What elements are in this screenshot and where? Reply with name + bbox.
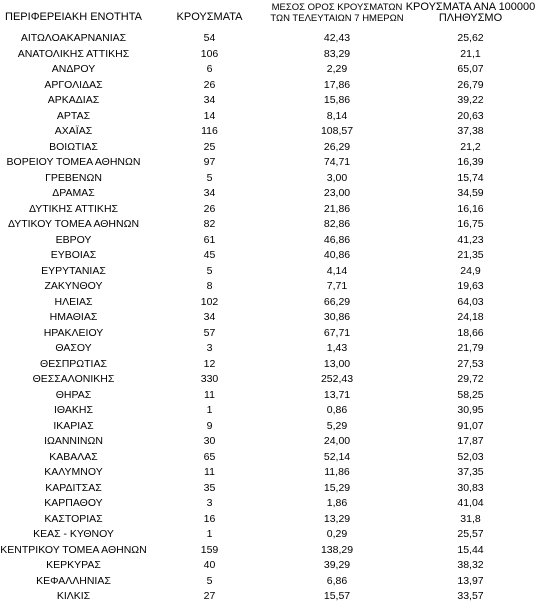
per-100000-cell: 37,35 bbox=[457, 466, 484, 478]
cases-cell: 30 bbox=[203, 435, 216, 447]
region-cell: ΕΥΡΥΤΑΝΙΑΣ bbox=[41, 264, 106, 277]
cases-cell: 26 bbox=[203, 78, 216, 91]
mean-cell: 42,43 bbox=[323, 32, 351, 44]
table-row bbox=[0, 233, 536, 249]
cases-cell: 34 bbox=[203, 94, 216, 106]
cases-cell: 40 bbox=[203, 559, 216, 571]
cases-cell: 57 bbox=[203, 326, 216, 339]
mean-cell: 39,29 bbox=[323, 559, 351, 571]
per-100000-cell: 15,44 bbox=[457, 543, 484, 556]
per-100000-cell: 33,57 bbox=[457, 590, 484, 602]
mean-cell: 4,14 bbox=[326, 264, 348, 277]
per-100000-cell: 37,38 bbox=[457, 125, 484, 137]
mean-cell: 74,71 bbox=[323, 156, 351, 168]
per-100000-cell: 34,59 bbox=[457, 187, 484, 199]
mean-cell: 6,86 bbox=[326, 574, 348, 587]
cases-cell: 8 bbox=[206, 280, 213, 292]
per-100000-cell: 21,79 bbox=[457, 342, 484, 354]
per-100000-cell: 16,39 bbox=[457, 156, 484, 168]
per-100000-cell: 39,22 bbox=[457, 94, 484, 106]
per-100000-cell: 26,79 bbox=[457, 78, 484, 91]
region-cell: ΕΥΒΟΙΑΣ bbox=[50, 249, 97, 261]
table-row bbox=[0, 295, 536, 311]
per-100000-cell: 58,25 bbox=[457, 388, 484, 401]
table-row bbox=[0, 171, 536, 187]
mean-cell: 1,86 bbox=[326, 497, 348, 509]
region-cell: ΑΡΤΑΣ bbox=[56, 109, 91, 122]
per-100000-cell: 24,18 bbox=[457, 311, 484, 323]
region-cell: ΚΙΛΚΙΣ bbox=[56, 590, 91, 602]
table-row bbox=[0, 326, 536, 342]
mean-cell: 24,00 bbox=[323, 435, 351, 447]
mean-cell: 0,29 bbox=[326, 528, 348, 540]
per-100000-cell: 21,2 bbox=[460, 140, 481, 153]
region-cell: ΚΑΒΑΛΑΣ bbox=[49, 450, 98, 463]
per-100000-cell: 21,1 bbox=[460, 47, 481, 60]
region-cell: ΙΘΑΚΗΣ bbox=[54, 404, 93, 416]
region-cell: ΚΕΦΑΛΛΗΝΙΑΣ bbox=[36, 574, 111, 587]
cases-cell: 27 bbox=[203, 590, 216, 602]
header-cases-per-100000 bbox=[405, 2, 536, 24]
per-100000-cell: 21,35 bbox=[457, 249, 484, 261]
cases-cell: 6 bbox=[206, 63, 213, 75]
table-row bbox=[0, 465, 536, 481]
table-row bbox=[0, 31, 536, 47]
region-cell: ΘΗΡΑΣ bbox=[55, 388, 92, 401]
mean-cell: 11,86 bbox=[324, 466, 350, 478]
cases-cell: 35 bbox=[203, 481, 216, 494]
per-100000-cell: 19,63 bbox=[457, 280, 484, 292]
cases-cell: 11 bbox=[204, 388, 215, 401]
mean-cell: 15,29 bbox=[323, 481, 351, 494]
cases-cell: 54 bbox=[203, 32, 216, 44]
cases-cell: 34 bbox=[203, 311, 216, 323]
per-100000-cell: 30,83 bbox=[457, 481, 484, 494]
mean-cell: 67,71 bbox=[323, 326, 351, 339]
table-row bbox=[0, 279, 536, 295]
per-100000-cell: 15,74 bbox=[457, 171, 484, 184]
cases-cell: 102 bbox=[200, 295, 219, 308]
table-row bbox=[0, 341, 536, 357]
cases-cell: 5 bbox=[206, 264, 213, 277]
region-cell: ΚΕΝΤΡΙΚΟΥ ΤΟΜΕΑ ΑΘΗΝΩΝ bbox=[0, 543, 147, 556]
mean-cell: 2,29 bbox=[326, 63, 348, 75]
per-100000-cell: 13,97 bbox=[457, 574, 484, 587]
mean-cell: 30,86 bbox=[323, 311, 351, 323]
per-100000-cell: 25,57 bbox=[457, 528, 484, 540]
region-cell: ΘΕΣΣΑΛΟΝΙΚΗΣ bbox=[32, 373, 115, 385]
per-100000-cell: 65,07 bbox=[457, 63, 484, 75]
table-row bbox=[0, 543, 536, 559]
cases-cell: 116 bbox=[201, 125, 218, 137]
header-cases: ΚΡΟΥΣΜΑΤΑ bbox=[176, 11, 243, 23]
header-mean-7-days bbox=[267, 2, 407, 24]
table-row bbox=[0, 186, 536, 202]
region-cell: ΚΑΛΥΜΝΟΥ bbox=[44, 466, 103, 478]
per-100000-cell: 17,87 bbox=[457, 435, 484, 447]
header-mean-line1: ΜΕΣΟΣ ΟΡΟΣ ΚΡΟΥΣΜΑΤΩΝ bbox=[271, 2, 403, 13]
table-row bbox=[0, 62, 536, 78]
region-cell: ΒΟΙΩΤΙΑΣ bbox=[49, 140, 98, 153]
header-per-line2: ΠΛΗΘΥΣΜΟ bbox=[438, 12, 503, 24]
cases-cell: 5 bbox=[206, 171, 213, 184]
region-cell: ΑΡΓΟΛΙΔΑΣ bbox=[44, 78, 103, 91]
per-100000-cell: 41,04 bbox=[457, 497, 484, 509]
cases-cell: 9 bbox=[206, 419, 213, 432]
table-row bbox=[0, 78, 536, 94]
mean-cell: 15,86 bbox=[323, 94, 351, 106]
mean-cell: 15,57 bbox=[323, 590, 351, 602]
mean-cell: 21,86 bbox=[323, 202, 351, 215]
region-cell: ΑΝΔΡΟΥ bbox=[51, 63, 96, 75]
header-per-line1: ΚΡΟΥΣΜΑΤΑ ΑΝΑ 100000 bbox=[405, 1, 536, 13]
mean-cell: 26,29 bbox=[323, 140, 351, 153]
region-cell: ΙΩΑΝΝΙΝΩΝ bbox=[44, 435, 103, 447]
mean-cell: 1,43 bbox=[326, 342, 348, 354]
mean-cell: 8,14 bbox=[326, 109, 348, 122]
table-row bbox=[0, 403, 536, 419]
region-cell: ΓΡΕΒΕΝΩΝ bbox=[45, 171, 102, 184]
cases-cell: 14 bbox=[203, 109, 216, 122]
table-row bbox=[0, 496, 536, 512]
table-row bbox=[0, 310, 536, 326]
region-cell: ΚΕΑΣ - ΚΥΘΝΟΥ bbox=[33, 528, 114, 540]
cases-cell: 12 bbox=[203, 357, 216, 370]
mean-cell: 7,71 bbox=[326, 280, 348, 292]
table-row bbox=[0, 434, 536, 450]
per-100000-cell: 64,03 bbox=[457, 295, 484, 308]
table-row bbox=[0, 155, 536, 171]
mean-cell: 13,00 bbox=[323, 357, 351, 370]
cases-cell: 3 bbox=[206, 497, 213, 509]
table-row bbox=[0, 357, 536, 373]
per-100000-cell: 16,16 bbox=[457, 202, 484, 215]
header-region: ΠΕΡΙΦΕΡΕΙΑΚΗ ΕΝΟΤΗΤΑ bbox=[5, 11, 142, 23]
per-100000-cell: 52,03 bbox=[457, 450, 484, 463]
region-cell: ΔΥΤΙΚΗΣ ΑΤΤΙΚΗΣ bbox=[28, 202, 119, 215]
mean-cell: 46,86 bbox=[323, 233, 351, 246]
cases-cell: 159 bbox=[200, 543, 219, 556]
region-cell: ΚΑΡΠΑΘΟΥ bbox=[44, 497, 103, 509]
per-100000-cell: 31,8 bbox=[460, 512, 481, 525]
cases-cell: 26 bbox=[203, 202, 216, 215]
table-row bbox=[0, 589, 536, 605]
cases-cell: 1 bbox=[206, 404, 213, 416]
per-100000-cell: 41,23 bbox=[457, 233, 484, 246]
per-100000-cell: 29,72 bbox=[457, 373, 484, 385]
table-row bbox=[0, 264, 536, 280]
table-row bbox=[0, 372, 536, 388]
table-header bbox=[0, 0, 536, 32]
per-100000-cell: 38,32 bbox=[457, 559, 484, 571]
per-100000-cell: 16,75 bbox=[457, 218, 484, 230]
cases-cell: 25 bbox=[203, 140, 216, 153]
mean-cell: 66,29 bbox=[323, 295, 351, 308]
cases-cell: 82 bbox=[203, 218, 216, 230]
cases-cell: 5 bbox=[206, 574, 213, 587]
per-100000-cell: 91,07 bbox=[457, 419, 484, 432]
region-cell: ΚΕΡΚΥΡΑΣ bbox=[46, 559, 101, 571]
table-row bbox=[0, 481, 536, 497]
cases-cell: 1 bbox=[206, 528, 213, 540]
table-body bbox=[0, 31, 536, 605]
region-cell: ΕΒΡΟΥ bbox=[55, 233, 92, 246]
cases-cell: 16 bbox=[203, 512, 216, 525]
table-row bbox=[0, 47, 536, 63]
mean-cell: 40,86 bbox=[323, 249, 351, 261]
cases-cell: 106 bbox=[200, 47, 219, 60]
cases-cell: 3 bbox=[206, 342, 213, 354]
table-row bbox=[0, 248, 536, 264]
cases-cell: 34 bbox=[203, 187, 216, 199]
mean-cell: 23,00 bbox=[323, 187, 351, 199]
mean-cell: 0,86 bbox=[326, 404, 348, 416]
region-cell: ΘΕΣΠΡΩΤΙΑΣ bbox=[40, 357, 107, 370]
per-100000-cell: 30,95 bbox=[457, 404, 484, 416]
region-cell: ΖΑΚΥΝΘΟΥ bbox=[44, 280, 103, 292]
table-row bbox=[0, 140, 536, 156]
mean-cell: 13,29 bbox=[323, 512, 351, 525]
cases-cell: 61 bbox=[203, 233, 216, 246]
cases-cell: 97 bbox=[203, 156, 216, 168]
mean-cell: 82,86 bbox=[323, 218, 351, 230]
mean-cell: 5,29 bbox=[326, 419, 348, 432]
per-100000-cell: 25,62 bbox=[457, 32, 484, 44]
region-cell: ΚΑΣΤΟΡΙΑΣ bbox=[44, 512, 103, 525]
region-cell: ΚΑΡΔΙΤΣΑΣ bbox=[45, 481, 102, 494]
table-row bbox=[0, 93, 536, 109]
table-row bbox=[0, 419, 536, 435]
region-cell: ΑΧΑΪΑΣ bbox=[54, 125, 93, 137]
region-cell: ΑΙΤΩΛΟΑΚΑΡΝΑΝΙΑΣ bbox=[20, 32, 127, 44]
cases-cell: 65 bbox=[203, 450, 216, 463]
mean-cell: 3,00 bbox=[326, 171, 348, 184]
mean-cell: 17,86 bbox=[323, 78, 351, 91]
header-mean-line2: ΤΩΝ ΤΕΛΕΥΤΑΙΩΝ 7 ΗΜΕΡΩΝ bbox=[270, 13, 404, 24]
region-cell: ΙΚΑΡΙΑΣ bbox=[53, 419, 94, 432]
table-row bbox=[0, 527, 536, 543]
region-cell: ΒΟΡΕΙΟΥ ΤΟΜΕΑ ΑΘΗΝΩΝ bbox=[6, 156, 141, 168]
region-cell: ΔΥΤΙΚΟΥ ΤΟΜΕΑ ΑΘΗΝΩΝ bbox=[7, 218, 140, 230]
per-100000-cell: 24,9 bbox=[460, 264, 481, 277]
table-row bbox=[0, 512, 536, 528]
mean-cell: 108,57 bbox=[320, 125, 354, 137]
table-row bbox=[0, 217, 536, 233]
cases-cell: 330 bbox=[200, 373, 219, 385]
mean-cell: 252,43 bbox=[320, 373, 354, 385]
region-cell: ΘΑΣΟΥ bbox=[55, 342, 92, 354]
table-row bbox=[0, 124, 536, 140]
mean-cell: 83,29 bbox=[323, 47, 351, 60]
region-cell: ΔΡΑΜΑΣ bbox=[52, 187, 95, 199]
region-cell: ΗΜΑΘΙΑΣ bbox=[49, 311, 98, 323]
region-cell: ΗΛΕΙΑΣ bbox=[54, 295, 93, 308]
table-row bbox=[0, 388, 536, 404]
table-row bbox=[0, 109, 536, 125]
region-cell: ΑΝΑΤΟΛΙΚΗΣ ΑΤΤΙΚΗΣ bbox=[17, 47, 130, 60]
table-row bbox=[0, 202, 536, 218]
mean-cell: 52,14 bbox=[323, 450, 351, 463]
table-row bbox=[0, 558, 536, 574]
mean-cell: 138,29 bbox=[320, 543, 354, 556]
table-row bbox=[0, 574, 536, 590]
cases-cell: 45 bbox=[203, 249, 216, 261]
per-100000-cell: 18,66 bbox=[457, 326, 484, 339]
region-cell: ΑΡΚΑΔΙΑΣ bbox=[47, 94, 100, 106]
table-row bbox=[0, 450, 536, 466]
per-100000-cell: 27,53 bbox=[457, 357, 484, 370]
cases-cell: 11 bbox=[204, 466, 215, 478]
mean-cell: 13,71 bbox=[323, 388, 351, 401]
region-cell: ΗΡΑΚΛΕΙΟΥ bbox=[43, 326, 104, 339]
per-100000-cell: 20,63 bbox=[457, 109, 484, 122]
